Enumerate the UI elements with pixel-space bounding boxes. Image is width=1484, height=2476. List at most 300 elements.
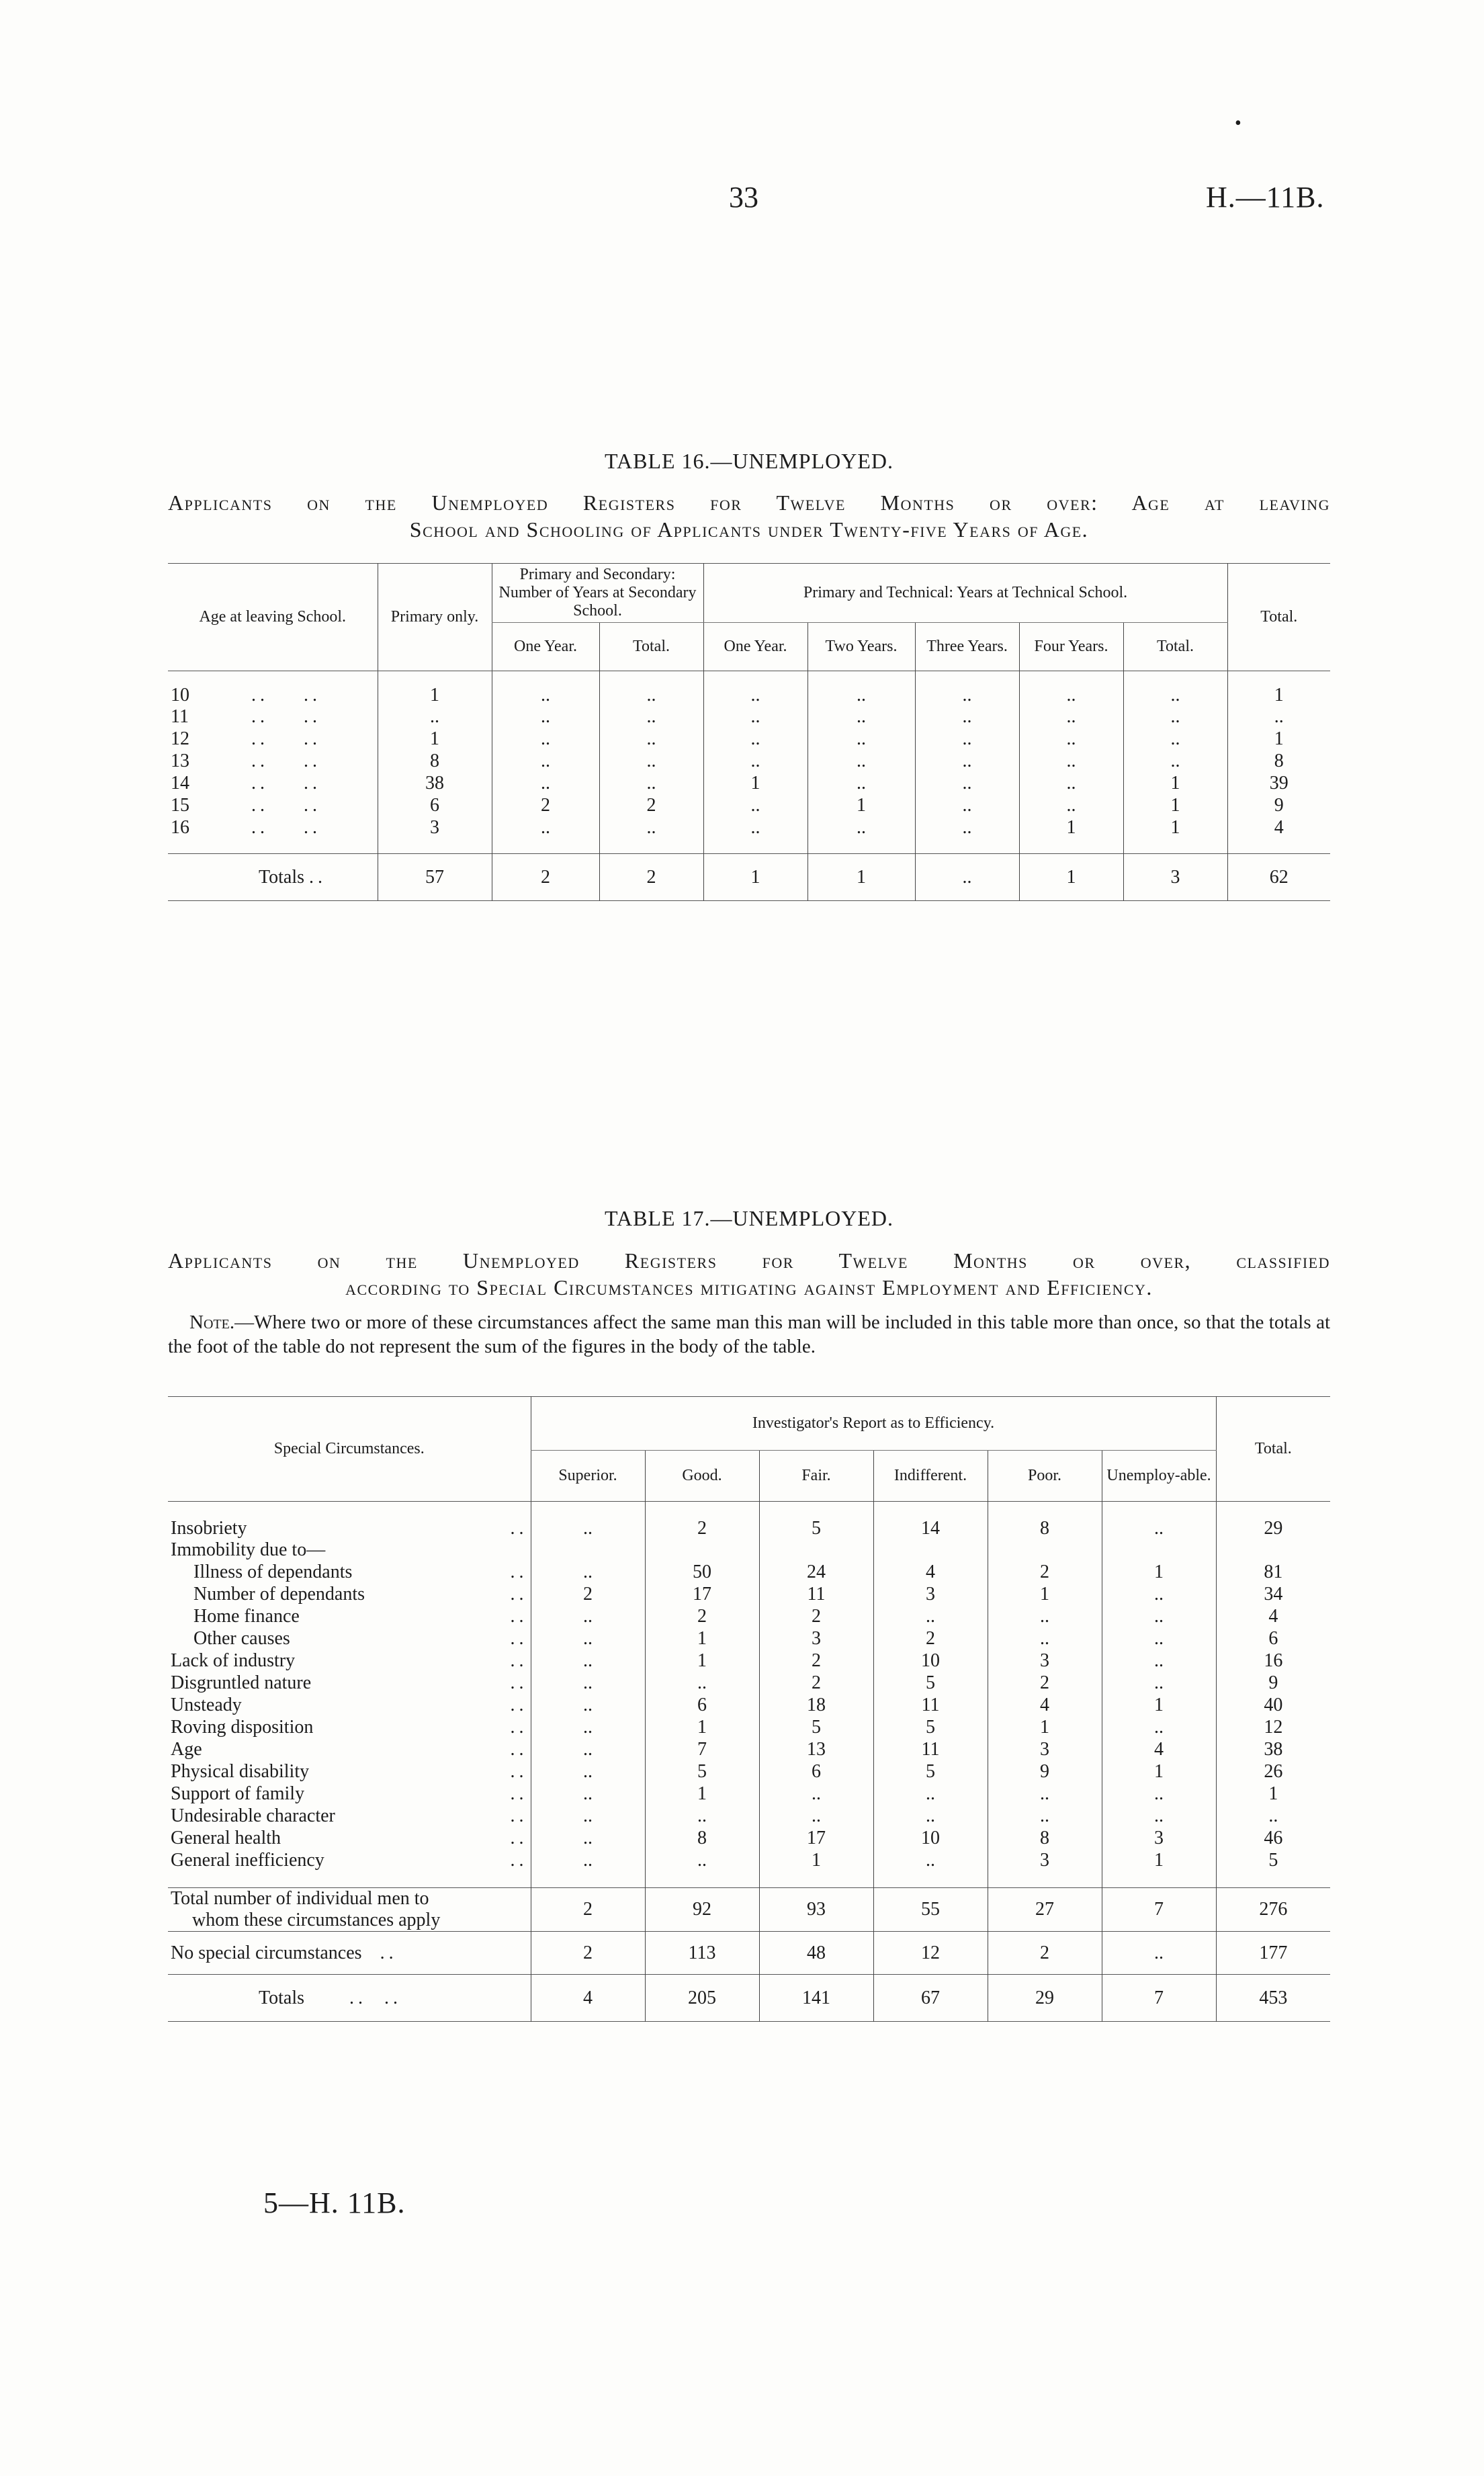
t16-cell-s1: .. xyxy=(492,728,599,751)
t17-row-label xyxy=(168,1805,531,1828)
t17-none-total: 177 xyxy=(1216,1932,1330,1975)
t16-cell-t2: .. xyxy=(808,728,915,751)
t17-row xyxy=(168,1739,1330,1761)
t17-individual-ind: 55 xyxy=(873,1888,988,1932)
t16-leader-dots: .. .. xyxy=(251,751,321,771)
t17-totals-total: 453 xyxy=(1216,1975,1330,2022)
t17-cell-total: 29 xyxy=(1216,1502,1330,1539)
t16-cell-t4: 1 xyxy=(1019,817,1123,839)
t16-cell-t3: .. xyxy=(915,817,1019,839)
document-reference: H.—11B. xyxy=(1206,181,1325,214)
t16-cell-t2: .. xyxy=(808,671,915,706)
t16-header-tech-three-years: Three Years. xyxy=(915,623,1019,671)
t16-totals-total: 62 xyxy=(1227,854,1330,901)
t16-header-total: Total. xyxy=(1227,564,1330,671)
t17-header-fair: Fair. xyxy=(759,1451,873,1502)
t16-totals-t3: .. xyxy=(915,854,1019,901)
t17-leader-dots: .. xyxy=(510,1606,528,1627)
t17-cell-poor: 8 xyxy=(988,1502,1102,1539)
t16-cell-s1: .. xyxy=(492,671,599,706)
t17-row-label xyxy=(168,1695,531,1717)
t17-cell-total: 81 xyxy=(1216,1562,1330,1584)
t16-age-value: 16 xyxy=(171,817,189,838)
t17-label-text: Roving disposition xyxy=(171,1717,314,1738)
t17-individual-total: 276 xyxy=(1216,1888,1330,1932)
t16-totals-t1: 1 xyxy=(703,854,808,901)
t17-cell-sup: .. xyxy=(531,1502,645,1539)
table16-subtitle-line1: Applicants on the Unemployed Registers for Twelve Months or over: Age at leaving xyxy=(168,490,1330,515)
t16-header-tech-one-year: One Year. xyxy=(703,623,808,671)
t17-row-label xyxy=(168,1584,531,1606)
t17-cell-fair: 3 xyxy=(759,1628,873,1650)
t17-cell-sup: .. xyxy=(531,1761,645,1783)
t16-cell-total: 8 xyxy=(1227,751,1330,773)
t16-cell-st: 2 xyxy=(599,795,703,817)
t17-row xyxy=(168,1628,1330,1650)
t17-cell-fair: .. xyxy=(759,1805,873,1828)
t16-row-age xyxy=(168,817,378,839)
t17-cell-ind: .. xyxy=(873,1606,988,1628)
t16-cell-t3: .. xyxy=(915,751,1019,773)
t16-header-tech-total: Total. xyxy=(1123,623,1227,671)
t16-cell-primary: 8 xyxy=(378,751,492,773)
t17-cell-ind: .. xyxy=(873,1805,988,1828)
t17-cell-ind: .. xyxy=(873,1783,988,1805)
t17-cell-sup xyxy=(531,1539,645,1562)
t17-cell-good xyxy=(645,1539,759,1562)
t17-row-label xyxy=(168,1628,531,1650)
t17-cell-good: 1 xyxy=(645,1650,759,1672)
t17-cell-poor: 2 xyxy=(988,1562,1102,1584)
t17-individual-label1: Total number of individual men to xyxy=(171,1888,429,1909)
t17-totals-ind: 67 xyxy=(873,1975,988,2022)
t16-cell-primary: 1 xyxy=(378,728,492,751)
t17-label-text: Number of dependants xyxy=(193,1584,365,1605)
t16-cell-t1: .. xyxy=(703,728,808,751)
t17-row xyxy=(168,1584,1330,1606)
t16-cell-t1: 1 xyxy=(703,773,808,795)
t17-cell-sup: .. xyxy=(531,1828,645,1850)
t16-cell-tt: 1 xyxy=(1123,795,1227,817)
t17-cell-sup: .. xyxy=(531,1717,645,1739)
t17-totals-good: 205 xyxy=(645,1975,759,2022)
t17-cell-fair: 17 xyxy=(759,1828,873,1850)
t17-totals-sup: 4 xyxy=(531,1975,645,2022)
t17-cell-unemp: .. xyxy=(1102,1672,1216,1695)
t17-cell-ind xyxy=(873,1539,988,1562)
t17-row xyxy=(168,1783,1330,1805)
t17-row-label xyxy=(168,1562,531,1584)
t17-cell-total: 16 xyxy=(1216,1650,1330,1672)
t16-row xyxy=(168,795,1330,817)
t16-cell-t2: .. xyxy=(808,706,915,728)
t16-cell-t3: .. xyxy=(915,773,1019,795)
t16-row xyxy=(168,817,1330,839)
t17-leader-dots: .. xyxy=(510,1783,528,1804)
table17-note-label: Note. xyxy=(189,1312,235,1333)
t17-cell-unemp: .. xyxy=(1102,1650,1216,1672)
t16-row-age xyxy=(168,773,378,795)
t16-leader-dots: .. .. xyxy=(251,795,321,816)
t17-label-text: Lack of industry xyxy=(171,1650,296,1671)
t17-cell-sup: .. xyxy=(531,1562,645,1584)
t17-cell-total: 46 xyxy=(1216,1828,1330,1850)
t16-cell-st: .. xyxy=(599,773,703,795)
t17-cell-sup: .. xyxy=(531,1650,645,1672)
t16-row xyxy=(168,728,1330,751)
t17-row xyxy=(168,1717,1330,1739)
t17-cell-poor: 4 xyxy=(988,1695,1102,1717)
t16-cell-t3: .. xyxy=(915,706,1019,728)
t17-cell-good: 6 xyxy=(645,1695,759,1717)
t17-header-special: Special Circumstances. xyxy=(168,1397,531,1502)
t16-header-technical-group: Primary and Technical: Years at Technical School. xyxy=(703,564,1227,623)
t17-header-unemployable: Unemploy-able. xyxy=(1102,1451,1216,1502)
t17-individual-label2: whom these circumstances apply xyxy=(192,1910,441,1930)
t17-row xyxy=(168,1562,1330,1584)
t17-cell-good: 7 xyxy=(645,1739,759,1761)
t17-cell-ind: 5 xyxy=(873,1761,988,1783)
t16-cell-total: 39 xyxy=(1227,773,1330,795)
t17-cell-fair: 6 xyxy=(759,1761,873,1783)
t17-cell-poor: 1 xyxy=(988,1584,1102,1606)
t17-leader-dots: .. xyxy=(510,1672,528,1693)
t16-row-age xyxy=(168,751,378,773)
t17-label-text: Other causes xyxy=(193,1628,290,1649)
t16-cell-tt: .. xyxy=(1123,671,1227,706)
t16-cell-tt: .. xyxy=(1123,706,1227,728)
t17-cell-unemp: 1 xyxy=(1102,1850,1216,1872)
t16-cell-tt: 1 xyxy=(1123,817,1227,839)
t17-cell-total: 40 xyxy=(1216,1695,1330,1717)
t17-row xyxy=(168,1695,1330,1717)
table17-note-text: —Where two or more of these circumstances affect the same man this man will be included in this table more than once, so that the totals at the foot of the table do not represent the sum of the figures in the body of the table. xyxy=(168,1312,1330,1357)
t17-individual-unemp: 7 xyxy=(1102,1888,1216,1932)
t17-row xyxy=(168,1828,1330,1850)
t17-cell-total: 4 xyxy=(1216,1606,1330,1628)
t16-age-value: 13 xyxy=(171,751,189,771)
t17-cell-ind: 14 xyxy=(873,1502,988,1539)
t17-row xyxy=(168,1650,1330,1672)
t16-cell-primary: 3 xyxy=(378,817,492,839)
table16-subtitle-line2: School and Schooling of Applicants under Twenty-five Years of Age. xyxy=(409,517,1089,542)
t17-cell-total: 6 xyxy=(1216,1628,1330,1650)
t17-leader-dots: .. xyxy=(510,1562,528,1582)
t16-age-value: 14 xyxy=(171,773,189,794)
t16-cell-primary: 38 xyxy=(378,773,492,795)
t17-cell-total: 1 xyxy=(1216,1783,1330,1805)
t17-none-poor: 2 xyxy=(988,1932,1102,1975)
t17-cell-ind: 4 xyxy=(873,1562,988,1584)
t16-age-value: 12 xyxy=(171,728,189,749)
t17-spacer xyxy=(168,1872,1330,1888)
t17-cell-unemp: .. xyxy=(1102,1502,1216,1539)
t16-cell-s1: .. xyxy=(492,751,599,773)
t17-cell-total: .. xyxy=(1216,1805,1330,1828)
t17-cell-sup: .. xyxy=(531,1783,645,1805)
t16-cell-total: 1 xyxy=(1227,671,1330,706)
t17-cell-total: 38 xyxy=(1216,1739,1330,1761)
t17-row-label xyxy=(168,1828,531,1850)
t17-cell-unemp: .. xyxy=(1102,1628,1216,1650)
t16-cell-t2: .. xyxy=(808,773,915,795)
t17-individual-good: 92 xyxy=(645,1888,759,1932)
t17-cell-total: 26 xyxy=(1216,1761,1330,1783)
t16-age-value: 15 xyxy=(171,795,189,816)
t17-row-label xyxy=(168,1761,531,1783)
t17-none-unemp: .. xyxy=(1102,1932,1216,1975)
t16-header-tech-four-years: Four Years. xyxy=(1019,623,1123,671)
t17-cell-good: 8 xyxy=(645,1828,759,1850)
t16-cell-t2: .. xyxy=(808,817,915,839)
t17-cell-ind: 5 xyxy=(873,1672,988,1695)
t17-cell-fair: 5 xyxy=(759,1717,873,1739)
t17-cell-ind: 10 xyxy=(873,1828,988,1850)
t16-leader-dots: .. .. xyxy=(251,684,321,706)
t17-cell-ind: 5 xyxy=(873,1717,988,1739)
page-footer: 5—H. 11B. xyxy=(263,2186,406,2219)
t17-header-group: Investigator's Report as to Efficiency. xyxy=(531,1397,1216,1451)
t17-row xyxy=(168,1761,1330,1783)
t17-leader-dots: .. xyxy=(510,1584,528,1605)
t17-cell-ind: 11 xyxy=(873,1739,988,1761)
t17-none-ind: 12 xyxy=(873,1932,988,1975)
t17-leader-dots: .. xyxy=(510,1650,528,1671)
t17-row xyxy=(168,1606,1330,1628)
t16-row xyxy=(168,706,1330,728)
t17-cell-unemp: 1 xyxy=(1102,1562,1216,1584)
t17-row xyxy=(168,1850,1330,1872)
t17-cell-fair: 1 xyxy=(759,1850,873,1872)
t17-cell-total xyxy=(1216,1539,1330,1562)
t17-cell-unemp: 1 xyxy=(1102,1761,1216,1783)
t16-cell-s1: .. xyxy=(492,817,599,839)
t17-row-label xyxy=(168,1539,531,1562)
t16-cell-total: .. xyxy=(1227,706,1330,728)
t17-row-label xyxy=(168,1606,531,1628)
t17-label-text: Support of family xyxy=(171,1783,305,1804)
t16-totals-primary: 57 xyxy=(378,854,492,901)
t16-header-tech-two-years: Two Years. xyxy=(808,623,915,671)
t17-totals-fair: 141 xyxy=(759,1975,873,2022)
t16-cell-st: .. xyxy=(599,817,703,839)
t16-cell-tt: 1 xyxy=(1123,773,1227,795)
t17-cell-good: 1 xyxy=(645,1628,759,1650)
t17-none-fair: 48 xyxy=(759,1932,873,1975)
t17-cell-good: 1 xyxy=(645,1717,759,1739)
t17-cell-poor: .. xyxy=(988,1606,1102,1628)
t16-cell-st: .. xyxy=(599,706,703,728)
t16-row-age xyxy=(168,671,378,706)
t17-cell-unemp: .. xyxy=(1102,1606,1216,1628)
t17-cell-good: 2 xyxy=(645,1502,759,1539)
t16-cell-t3: .. xyxy=(915,728,1019,751)
table17-note xyxy=(168,1310,1330,1359)
table16 xyxy=(168,563,1330,901)
t17-row-label xyxy=(168,1850,531,1872)
t17-cell-ind: 10 xyxy=(873,1650,988,1672)
t17-row xyxy=(168,1805,1330,1828)
t17-cell-good: .. xyxy=(645,1805,759,1828)
t16-cell-st: .. xyxy=(599,751,703,773)
t17-cell-ind: 11 xyxy=(873,1695,988,1717)
t17-cell-good: 2 xyxy=(645,1606,759,1628)
t16-header-secondary-group: Primary and Secondary: Number of Years at Secondary School. xyxy=(492,564,703,623)
t16-age-value: 10 xyxy=(171,684,189,706)
t17-label-text: Immobility due to— xyxy=(171,1539,326,1560)
t17-row-label xyxy=(168,1672,531,1695)
t17-individual-poor: 27 xyxy=(988,1888,1102,1932)
t16-totals-tt: 3 xyxy=(1123,854,1227,901)
t17-cell-unemp: .. xyxy=(1102,1783,1216,1805)
t17-cell-total: 34 xyxy=(1216,1584,1330,1606)
t17-none-sup: 2 xyxy=(531,1932,645,1975)
t17-cell-good: 50 xyxy=(645,1562,759,1584)
table16-title: TABLE 16.—UNEMPLOYED. xyxy=(605,449,893,473)
t16-cell-t1: .. xyxy=(703,795,808,817)
t17-cell-sup: .. xyxy=(531,1672,645,1695)
t17-cell-unemp: .. xyxy=(1102,1805,1216,1828)
t17-cell-fair: 18 xyxy=(759,1695,873,1717)
t17-header-poor: Poor. xyxy=(988,1451,1102,1502)
table17 xyxy=(168,1396,1330,2022)
t16-leader-dots: .. .. xyxy=(251,817,321,838)
t17-cell-fair: 2 xyxy=(759,1650,873,1672)
t17-cell-poor: .. xyxy=(988,1805,1102,1828)
t17-totals-poor: 29 xyxy=(988,1975,1102,2022)
t16-cell-t1: .. xyxy=(703,751,808,773)
t17-cell-sup: .. xyxy=(531,1805,645,1828)
t17-row-label xyxy=(168,1650,531,1672)
t17-cell-poor xyxy=(988,1539,1102,1562)
t16-totals-t2: 1 xyxy=(808,854,915,901)
t16-cell-t3: .. xyxy=(915,795,1019,817)
t17-totals-row: Totals .. .. 4 205 141 67 29 7 453 xyxy=(168,1975,1330,2022)
t17-cell-total: 5 xyxy=(1216,1850,1330,1872)
t16-cell-st: .. xyxy=(599,728,703,751)
t17-label-text: Unsteady xyxy=(171,1695,242,1715)
t16-leader-dots: .. .. xyxy=(251,773,321,794)
t17-individual-fair: 93 xyxy=(759,1888,873,1932)
t17-cell-fair: 11 xyxy=(759,1584,873,1606)
t17-cell-sup: .. xyxy=(531,1628,645,1650)
t17-cell-fair: 24 xyxy=(759,1562,873,1584)
t17-totals-unemp: 7 xyxy=(1102,1975,1216,2022)
t16-row-age xyxy=(168,728,378,751)
t16-spacer xyxy=(168,839,1330,854)
t17-leader-dots: .. xyxy=(510,1717,528,1738)
t17-cell-fair: 2 xyxy=(759,1606,873,1628)
t16-totals-t4: 1 xyxy=(1019,854,1123,901)
t16-age-value: 11 xyxy=(171,706,189,727)
t16-cell-t4: .. xyxy=(1019,773,1123,795)
page-number: 33 xyxy=(729,181,758,214)
t17-row-label xyxy=(168,1783,531,1805)
t17-cell-total: 12 xyxy=(1216,1717,1330,1739)
t17-cell-good: .. xyxy=(645,1672,759,1695)
t16-totals-s1: 2 xyxy=(492,854,599,901)
t17-leader-dots: .. xyxy=(510,1628,528,1649)
t17-leader-dots: .. xyxy=(510,1695,528,1715)
t17-header-good: Good. xyxy=(645,1451,759,1502)
t17-header-indifferent: Indifferent. xyxy=(873,1451,988,1502)
t17-cell-sup: 2 xyxy=(531,1584,645,1606)
t17-cell-unemp: .. xyxy=(1102,1717,1216,1739)
t17-label-text: Illness of dependants xyxy=(193,1562,353,1582)
t17-header-superior: Superior. xyxy=(531,1451,645,1502)
page-mark: • xyxy=(1235,113,1241,134)
t17-cell-fair: 5 xyxy=(759,1502,873,1539)
t17-none-row: No special circumstances .. 2 113 48 12 2 .. 177 xyxy=(168,1932,1330,1975)
t17-header-total: Total. xyxy=(1216,1397,1330,1502)
t17-leader-dots: .. xyxy=(510,1761,528,1782)
t17-cell-poor: 9 xyxy=(988,1761,1102,1783)
t17-cell-fair xyxy=(759,1539,873,1562)
t17-leader-dots: .. xyxy=(510,1828,528,1848)
t17-cell-good: 17 xyxy=(645,1584,759,1606)
t17-cell-sup: .. xyxy=(531,1606,645,1628)
t16-header-primary: Primary only. xyxy=(378,564,492,671)
t16-cell-t2: .. xyxy=(808,751,915,773)
t17-cell-poor: 3 xyxy=(988,1739,1102,1761)
t16-cell-primary: 6 xyxy=(378,795,492,817)
t17-cell-fair: .. xyxy=(759,1783,873,1805)
t17-label-text: General health xyxy=(171,1828,281,1848)
t16-leader-dots: .. .. xyxy=(251,706,321,727)
t17-cell-poor: .. xyxy=(988,1628,1102,1650)
t17-cell-unemp: 1 xyxy=(1102,1695,1216,1717)
t16-row-age xyxy=(168,795,378,817)
t16-cell-t4: .. xyxy=(1019,795,1123,817)
t16-cell-primary: .. xyxy=(378,706,492,728)
t17-individual-sup: 2 xyxy=(531,1888,645,1932)
t16-totals-st: 2 xyxy=(599,854,703,901)
t17-leader-dots: .. xyxy=(510,1517,528,1539)
t16-row xyxy=(168,671,1330,706)
t16-cell-s1: .. xyxy=(492,706,599,728)
t17-cell-unemp: 4 xyxy=(1102,1739,1216,1761)
t17-row-label xyxy=(168,1717,531,1739)
t17-label-text: Disgruntled nature xyxy=(171,1672,312,1693)
t17-none-good: 113 xyxy=(645,1932,759,1975)
t16-row xyxy=(168,751,1330,773)
t16-cell-total: 9 xyxy=(1227,795,1330,817)
t17-cell-sup: .. xyxy=(531,1695,645,1717)
t16-cell-s1: 2 xyxy=(492,795,599,817)
t17-cell-ind: .. xyxy=(873,1850,988,1872)
t17-label-text: Age xyxy=(171,1739,202,1760)
t16-cell-total: 4 xyxy=(1227,817,1330,839)
t16-cell-t3: .. xyxy=(915,671,1019,706)
t17-row-label xyxy=(168,1739,531,1761)
t16-cell-tt: .. xyxy=(1123,751,1227,773)
t17-cell-fair: 13 xyxy=(759,1739,873,1761)
t16-cell-t1: .. xyxy=(703,817,808,839)
t16-totals-label: Totals xyxy=(259,866,305,888)
t17-row xyxy=(168,1672,1330,1695)
t16-header-age: Age at leaving School. xyxy=(168,564,378,671)
t17-row xyxy=(168,1502,1330,1539)
t16-header-sec-one-year: One Year. xyxy=(492,623,599,671)
t17-leader-dots: .. xyxy=(510,1850,528,1871)
t17-label-text: Insobriety xyxy=(171,1517,247,1539)
t17-cell-good: 1 xyxy=(645,1783,759,1805)
t16-cell-t4: .. xyxy=(1019,706,1123,728)
t16-cell-t4: .. xyxy=(1019,751,1123,773)
t17-cell-unemp: 3 xyxy=(1102,1828,1216,1850)
t16-cell-total: 1 xyxy=(1227,728,1330,751)
t17-cell-poor: 3 xyxy=(988,1650,1102,1672)
